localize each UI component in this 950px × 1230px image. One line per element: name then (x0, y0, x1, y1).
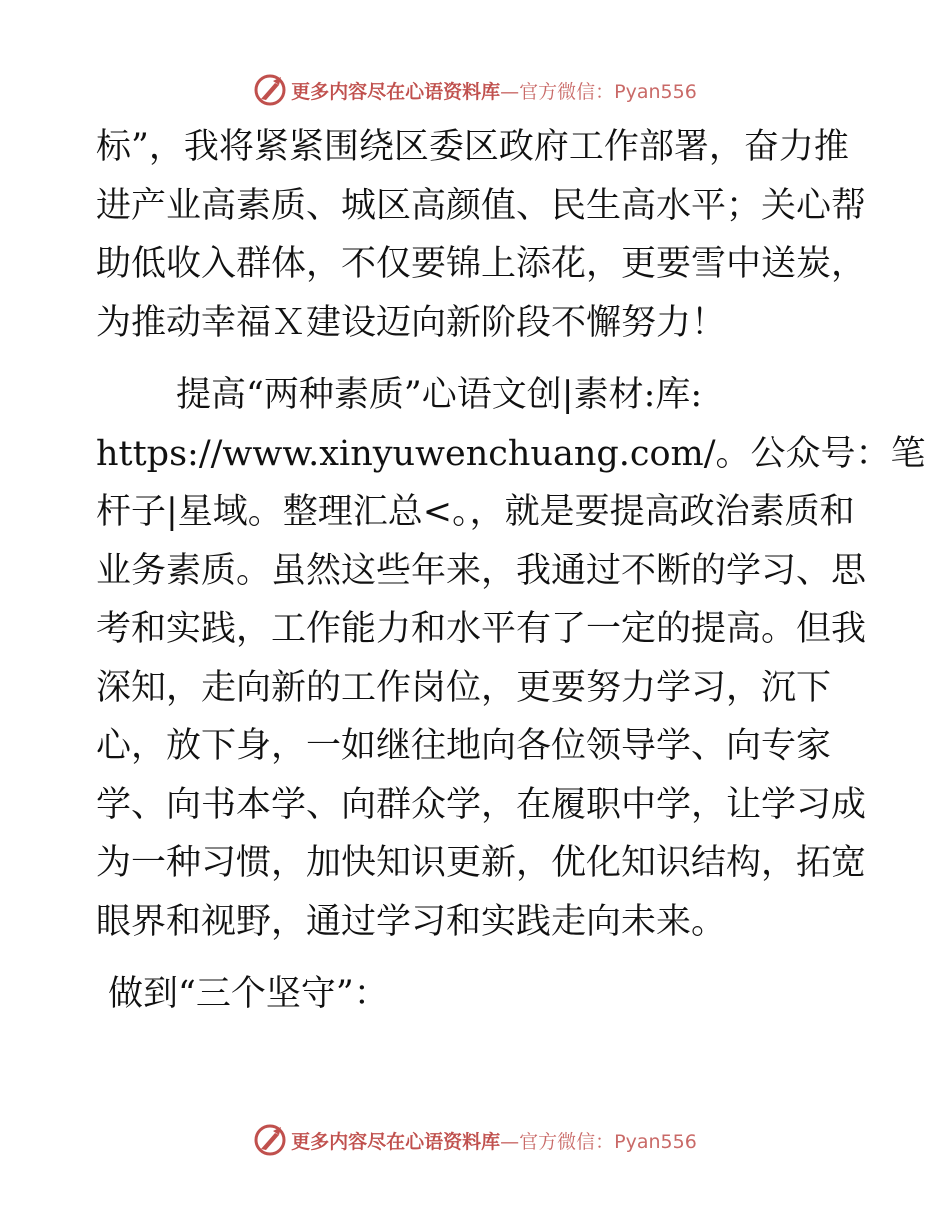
text-line: 为一种习惯，加快知识更新，优化知识结构，拓宽 (96, 843, 867, 883)
footer-banner (0, 1120, 950, 1160)
text-line: 标”，我将紧紧围绕区委区政府工作部署，奋力推 (96, 127, 849, 167)
paragraph-1 (96, 118, 867, 352)
text-line: 考和实践，工作能力和水平有了一定的提高。但我 (96, 609, 867, 649)
banner-wechat: —官方微信：Pyan556 (500, 80, 697, 103)
text-line: https://www.xinyuwenchuang.com/。公众号：笔 (96, 433, 926, 474)
quill-logo-icon (253, 1123, 287, 1157)
section-heading (96, 965, 856, 1024)
text-line: 提高“两种素质”心语文创|素材:库: (176, 375, 703, 415)
text-line: 学、向书本学、向群众学，在履职中学，让学习成 (96, 784, 867, 825)
document-body (96, 118, 926, 1024)
heading-text: 做到“三个坚守”： (108, 974, 389, 1014)
text-line: 助低收入群体，不仅要锦上添花，更要雪中送炭， (96, 244, 867, 284)
header-banner (0, 70, 950, 110)
paragraph-2 (96, 366, 926, 951)
text-line: 为推动幸福Ｘ建设迈向新阶段不懈努力！ (96, 302, 727, 343)
text-line: 进产业高素质、城区高颜值、民生高水平；关心帮 (96, 185, 867, 226)
banner-wechat: —官方微信：Pyan556 (500, 1130, 697, 1153)
banner-title: 更多内容尽在心语资料库 (291, 80, 501, 103)
text-line: 业务素质。虽然这些年来，我通过不断的学习、思 (96, 550, 867, 591)
text-line: 深知，走向新的工作岗位，更要努力学习，沉下 (96, 667, 832, 708)
text-line: 眼界和视野，通过学习和实践走向未来。 (96, 901, 727, 942)
text-line: 心，放下身，一如继往地向各位领导学、向专家 (96, 726, 832, 766)
quill-logo-icon (253, 73, 287, 107)
banner-title: 更多内容尽在心语资料库 (291, 1130, 501, 1153)
text-line: 杆子|星域。整理汇总<。，就是要提高政治素质和 (96, 492, 855, 532)
